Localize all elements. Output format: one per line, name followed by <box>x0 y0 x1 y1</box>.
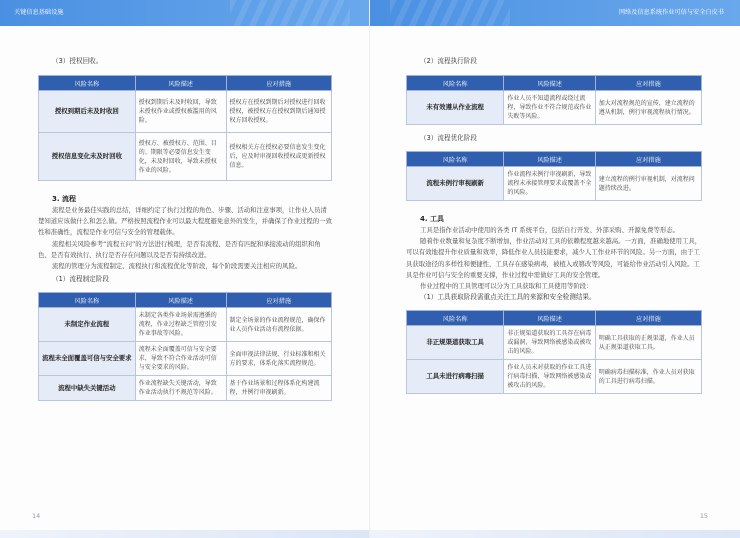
col-risk-name: 风险名称 <box>407 76 504 91</box>
header-title: 网络及信息系统作业可信与安全白皮书 <box>618 9 724 16</box>
section-heading-tools: 4. 工具 <box>420 215 444 223</box>
table-row <box>39 133 332 181</box>
risk-desc: 作业人员未对获取的作业工具进行病毒扫描，导致网络被感染或被攻击的风险。 <box>504 360 595 394</box>
col-measure: 应对措施 <box>595 152 701 167</box>
col-measure: 应对措施 <box>226 293 331 308</box>
risk-measure: 授权方在授权到期后对授权进行回收授权，被授权方在授权到期后通知授权方回收授权。 <box>226 91 331 133</box>
col-measure: 应对措施 <box>595 76 701 91</box>
paragraph: 流程相关风险参考“流程五问”的方法进行梳理，是否有流程、是否有匹配和承接流动的组织和角色、是否有效执行、执行是否存在问题以及是否有持续改进。 <box>38 239 321 259</box>
paragraph: 工具是指作业活动中使用的各类 IT 系统平台，包括自行开发、外部采购、开源免费等形态。 <box>420 226 680 234</box>
paragraph: 流程的管理分为流程制定、流程执行和流程优化等阶段，每个阶段需要关注相应的风险。 <box>52 262 302 271</box>
risk-measure: 制定全场景的作业流程规范，确保作业人员作业活动有流程依据。 <box>226 308 331 342</box>
risk-desc: 作业人员不知道流程或绕过流程，导致作业不符合规范或作业失败等风险。 <box>504 91 595 125</box>
col-risk-name: 风险名称 <box>39 76 136 91</box>
risk-desc: 作业流程未例行审视刷新，导致流程未承接管理要求或覆盖不全的风险。 <box>504 167 595 201</box>
subheading-auth-recovery: （3）授权回收。 <box>52 57 103 65</box>
col-risk-desc: 风险描述 <box>504 152 595 167</box>
table-row <box>39 91 332 133</box>
risk-measure: 授权相关方在授权必要信息发生变化后，应及时审视回收授权或更新授权信息。 <box>226 133 331 181</box>
header-decoration <box>230 0 350 26</box>
page-header <box>0 0 370 26</box>
paragraph: 作业过程中的工具管理可以分为工具获取和工具使用等阶段： <box>420 282 593 291</box>
table-row <box>407 360 702 394</box>
col-risk-desc: 风险描述 <box>135 293 226 308</box>
footer-decoration <box>0 530 370 538</box>
subheading-process-define: （1）流程制定阶段 <box>52 275 109 284</box>
col-risk-desc: 风险描述 <box>504 311 595 326</box>
section-heading-process: 3. 流程 <box>52 195 76 203</box>
table-row <box>39 342 332 376</box>
risk-desc: 流程未全面覆盖可信与安全要求，导致不符合作业活动可信与安全要求的风险。 <box>135 342 226 376</box>
risk-name: 流程未例行审视刷新 <box>407 167 504 201</box>
col-measure: 应对措施 <box>595 311 701 326</box>
risk-measure: 基于作业场景和过程体系化构建流程，并例行审视刷新。 <box>226 376 331 401</box>
risk-measure: 明确病毒扫描标准，作业人员对获取的工具进行病毒扫描。 <box>595 360 701 394</box>
header-decoration <box>390 0 510 26</box>
page-header <box>370 0 740 26</box>
col-measure: 应对措施 <box>226 76 331 91</box>
col-risk-name: 风险名称 <box>407 311 504 326</box>
risk-desc: 作业流程缺失关键活动，导致作业活动执行不规范等风险。 <box>135 376 226 401</box>
risk-name: 未制定作业流程 <box>39 308 136 342</box>
risk-desc: 授权方、被授权方、范围、目的、期限等必要信息发生变化，未及时回收，导致未授权作业的风险。 <box>135 133 226 181</box>
risk-measure: 明确工具获取的正规渠道，作业人员从正规渠道获取工具。 <box>595 326 701 360</box>
risk-measure: 建立流程的例行审视机制，对流程问题持续改进。 <box>595 167 701 201</box>
risk-name: 流程未全面覆盖可信与安全要求 <box>39 342 136 376</box>
header-title: 关键信息基础设施 <box>14 9 64 16</box>
risk-desc: 授权到期后未及时收回，导致未授权作业或授权被滥用的风险。 <box>135 91 226 133</box>
risk-desc: 非正规渠道获取的工具存在病毒或漏洞，导致网络被感染或被攻击的风险。 <box>504 326 595 360</box>
risk-name: 未有效遵从作业流程 <box>407 91 504 125</box>
risk-name: 流程中缺失关键活动 <box>39 376 136 401</box>
risk-name: 工具未进行病毒扫描 <box>407 360 504 394</box>
col-risk-name: 风险名称 <box>39 293 136 308</box>
risk-name: 非正规渠道获取工具 <box>407 326 504 360</box>
left-content <box>38 56 332 401</box>
col-risk-desc: 风险描述 <box>504 76 595 91</box>
col-risk-desc: 风险描述 <box>135 76 226 91</box>
risk-desc: 未制定各类作业场景需遵循的流程，作业过程缺乏管控引发作业事故等风险。 <box>135 308 226 342</box>
table-row <box>407 91 702 125</box>
right-content <box>406 56 702 394</box>
right-page <box>370 0 740 538</box>
tool-acquire-table <box>406 310 702 394</box>
paragraph: 随着作业数量和复杂度不断增加，作业活动对工具的依赖程度越来越高。一方面，准确地使用工具，可以有效地提升作业质量和效率，降低作业人员技能要求，减少人工作业环节的风险。另一方面，由于工具获取途径的多样性和便捷性，工具存在感染病毒，被植入或篡改等风险，可能给作业活动引入风险。工具是作业可信与安全的重要支撑，作业过程中需做好工具的安全管理。 <box>406 237 702 279</box>
subheading-optimize: （3）流程优化阶段 <box>420 134 477 142</box>
subheading-exec: （2）流程执行阶段 <box>420 57 477 65</box>
risk-name: 授权信息变化未及时回收 <box>39 133 136 181</box>
subheading-tool-get: （1）工具获取阶段需重点关注工具的来源和安全检测结果。 <box>420 293 596 302</box>
table-header-row <box>407 311 702 326</box>
paragraph: 流程是业务最佳实践的总结，详细约定了执行过程的角色、步骤、活动和注意事项，让作业人员清楚知道应该做什么和怎么做。严格按照流程作业可以最大程度避免意外的发生，并确保了作业过程的一致性和准确性，流程是作业可信与安全的管理载体。 <box>38 206 332 237</box>
table-row <box>39 376 332 401</box>
col-risk-name: 风险名称 <box>407 152 504 167</box>
auth-risk-table <box>38 75 332 181</box>
table-row <box>407 326 702 360</box>
risk-measure: 全面审视法律法规、行业标准和相关方的要求，体系化落实流程规范。 <box>226 342 331 376</box>
page-number: 14 <box>32 512 41 520</box>
table-row <box>407 167 702 201</box>
risk-measure: 加大对流程规范的宣传，建立流程的遵从机制，例行审视流程执行情况。 <box>595 91 701 125</box>
table-header-row <box>39 293 332 308</box>
table-header-row <box>407 76 702 91</box>
table-header-row <box>39 76 332 91</box>
table-row <box>39 308 332 342</box>
page-number: 15 <box>699 512 708 520</box>
table-header-row <box>407 152 702 167</box>
footer-decoration <box>370 530 740 538</box>
process-exec-table <box>406 75 702 125</box>
risk-name: 授权到期后未及时收回 <box>39 91 136 133</box>
process-optimize-table <box>406 151 702 201</box>
process-define-table <box>38 292 332 401</box>
